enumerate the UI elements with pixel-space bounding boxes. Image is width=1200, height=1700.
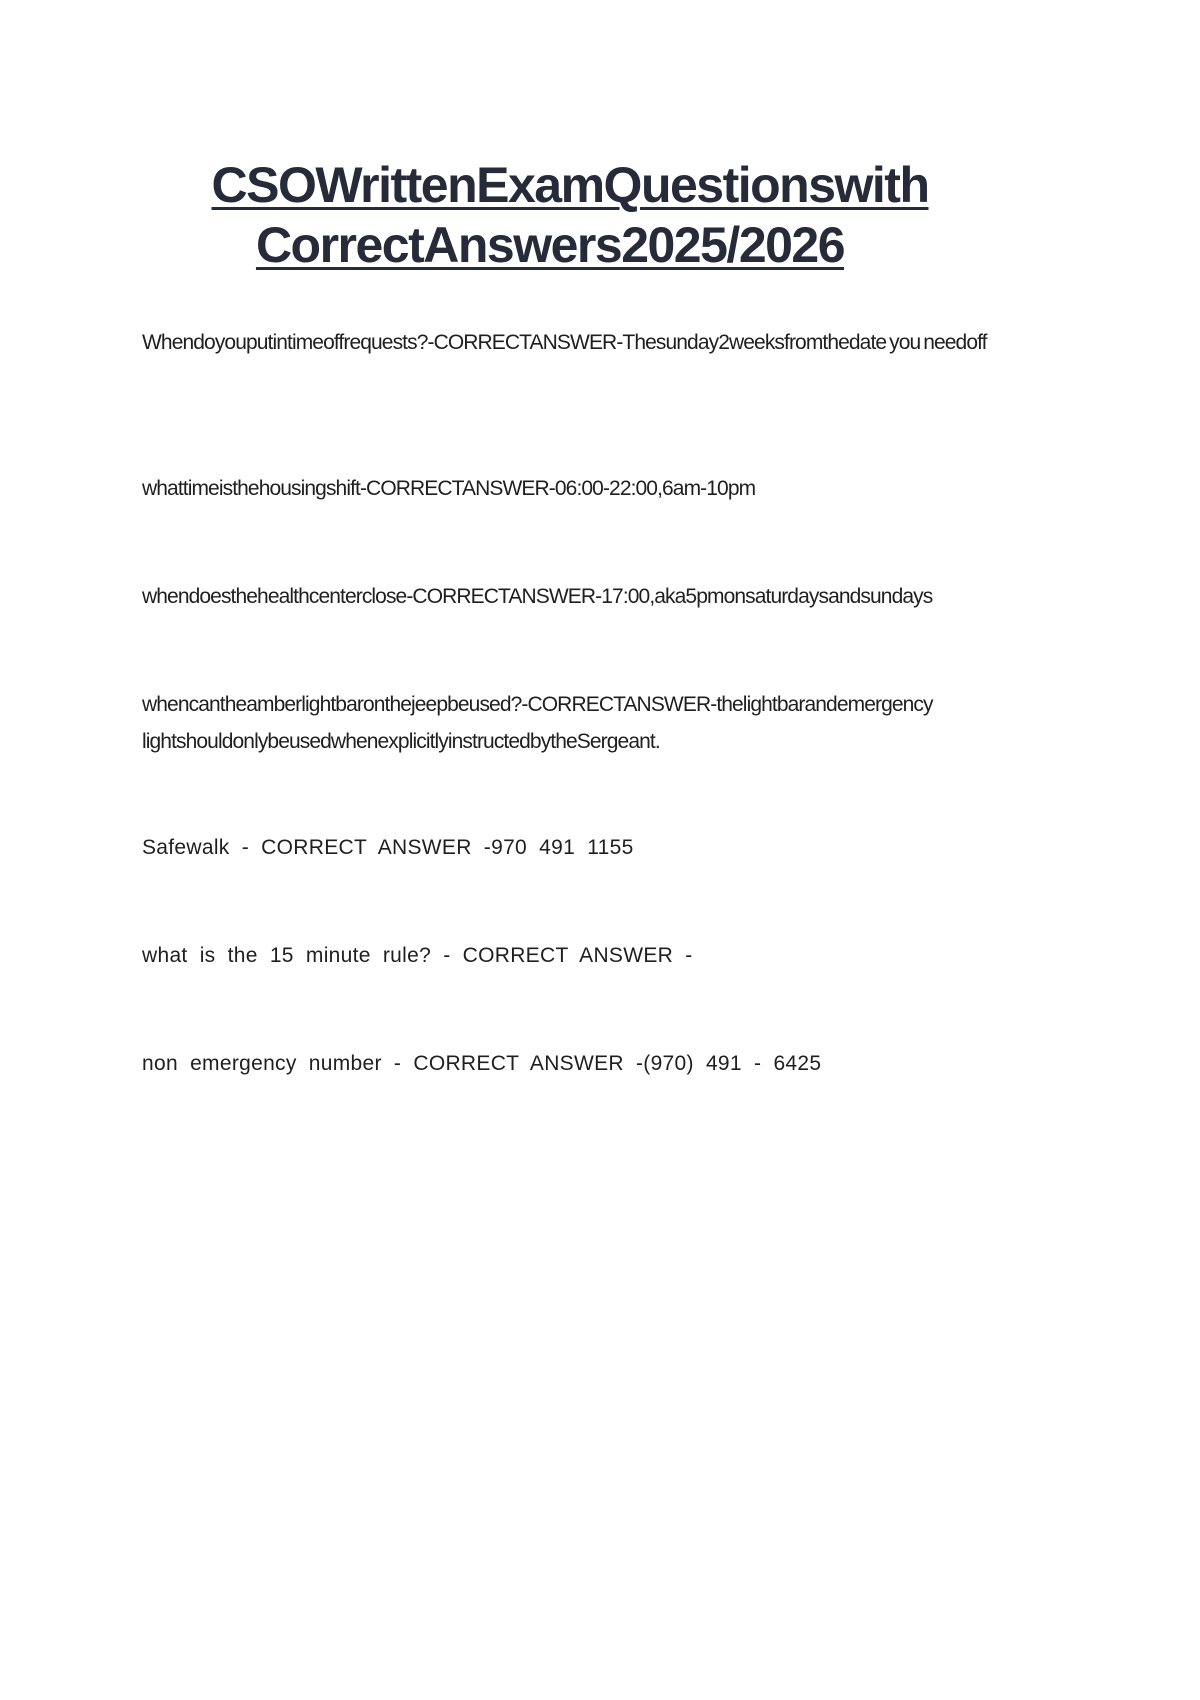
qa-entry-safewalk: Safewalk - CORRECT ANSWER -970 491 1155 (142, 836, 634, 859)
qa-entry-health-center-close: whendoesthehealthcenterclose-CORRECTANSWER-17:00,aka5pmonsaturdaysandsundays (142, 585, 933, 608)
qa-entry-housing-shift: whattimeisthehousingshift-CORRECTANSWER-06:00-22:00,6am-10pm (142, 477, 756, 500)
qa-entry-non-emergency-number: non emergency number - CORRECT ANSWER -(970) 491 - 6425 (142, 1052, 822, 1075)
qa-entry-time-off-requests: Whendoyouputintimeoffrequests?-CORRECTANSWER-Thesunday2weeksfromthedate you needoff (142, 331, 987, 354)
qa-entry-amber-light-bar: whencantheamberlightbaronthejeepbeused?-CORRECTANSWER-thelightbarandemergency lightshouldonlybeusedwhenexplicitlyinstructedbytheSergeant. (142, 693, 933, 753)
qa-entry-15-minute-rule: what is the 15 minute rule? - CORRECT ANSWER - (142, 944, 693, 967)
title-line-2: CorrectAnswers2025/2026 (255, 217, 845, 273)
document-title (140, 155, 960, 275)
title-line-1: CSOWrittenExamQuestionswith (211, 157, 929, 213)
